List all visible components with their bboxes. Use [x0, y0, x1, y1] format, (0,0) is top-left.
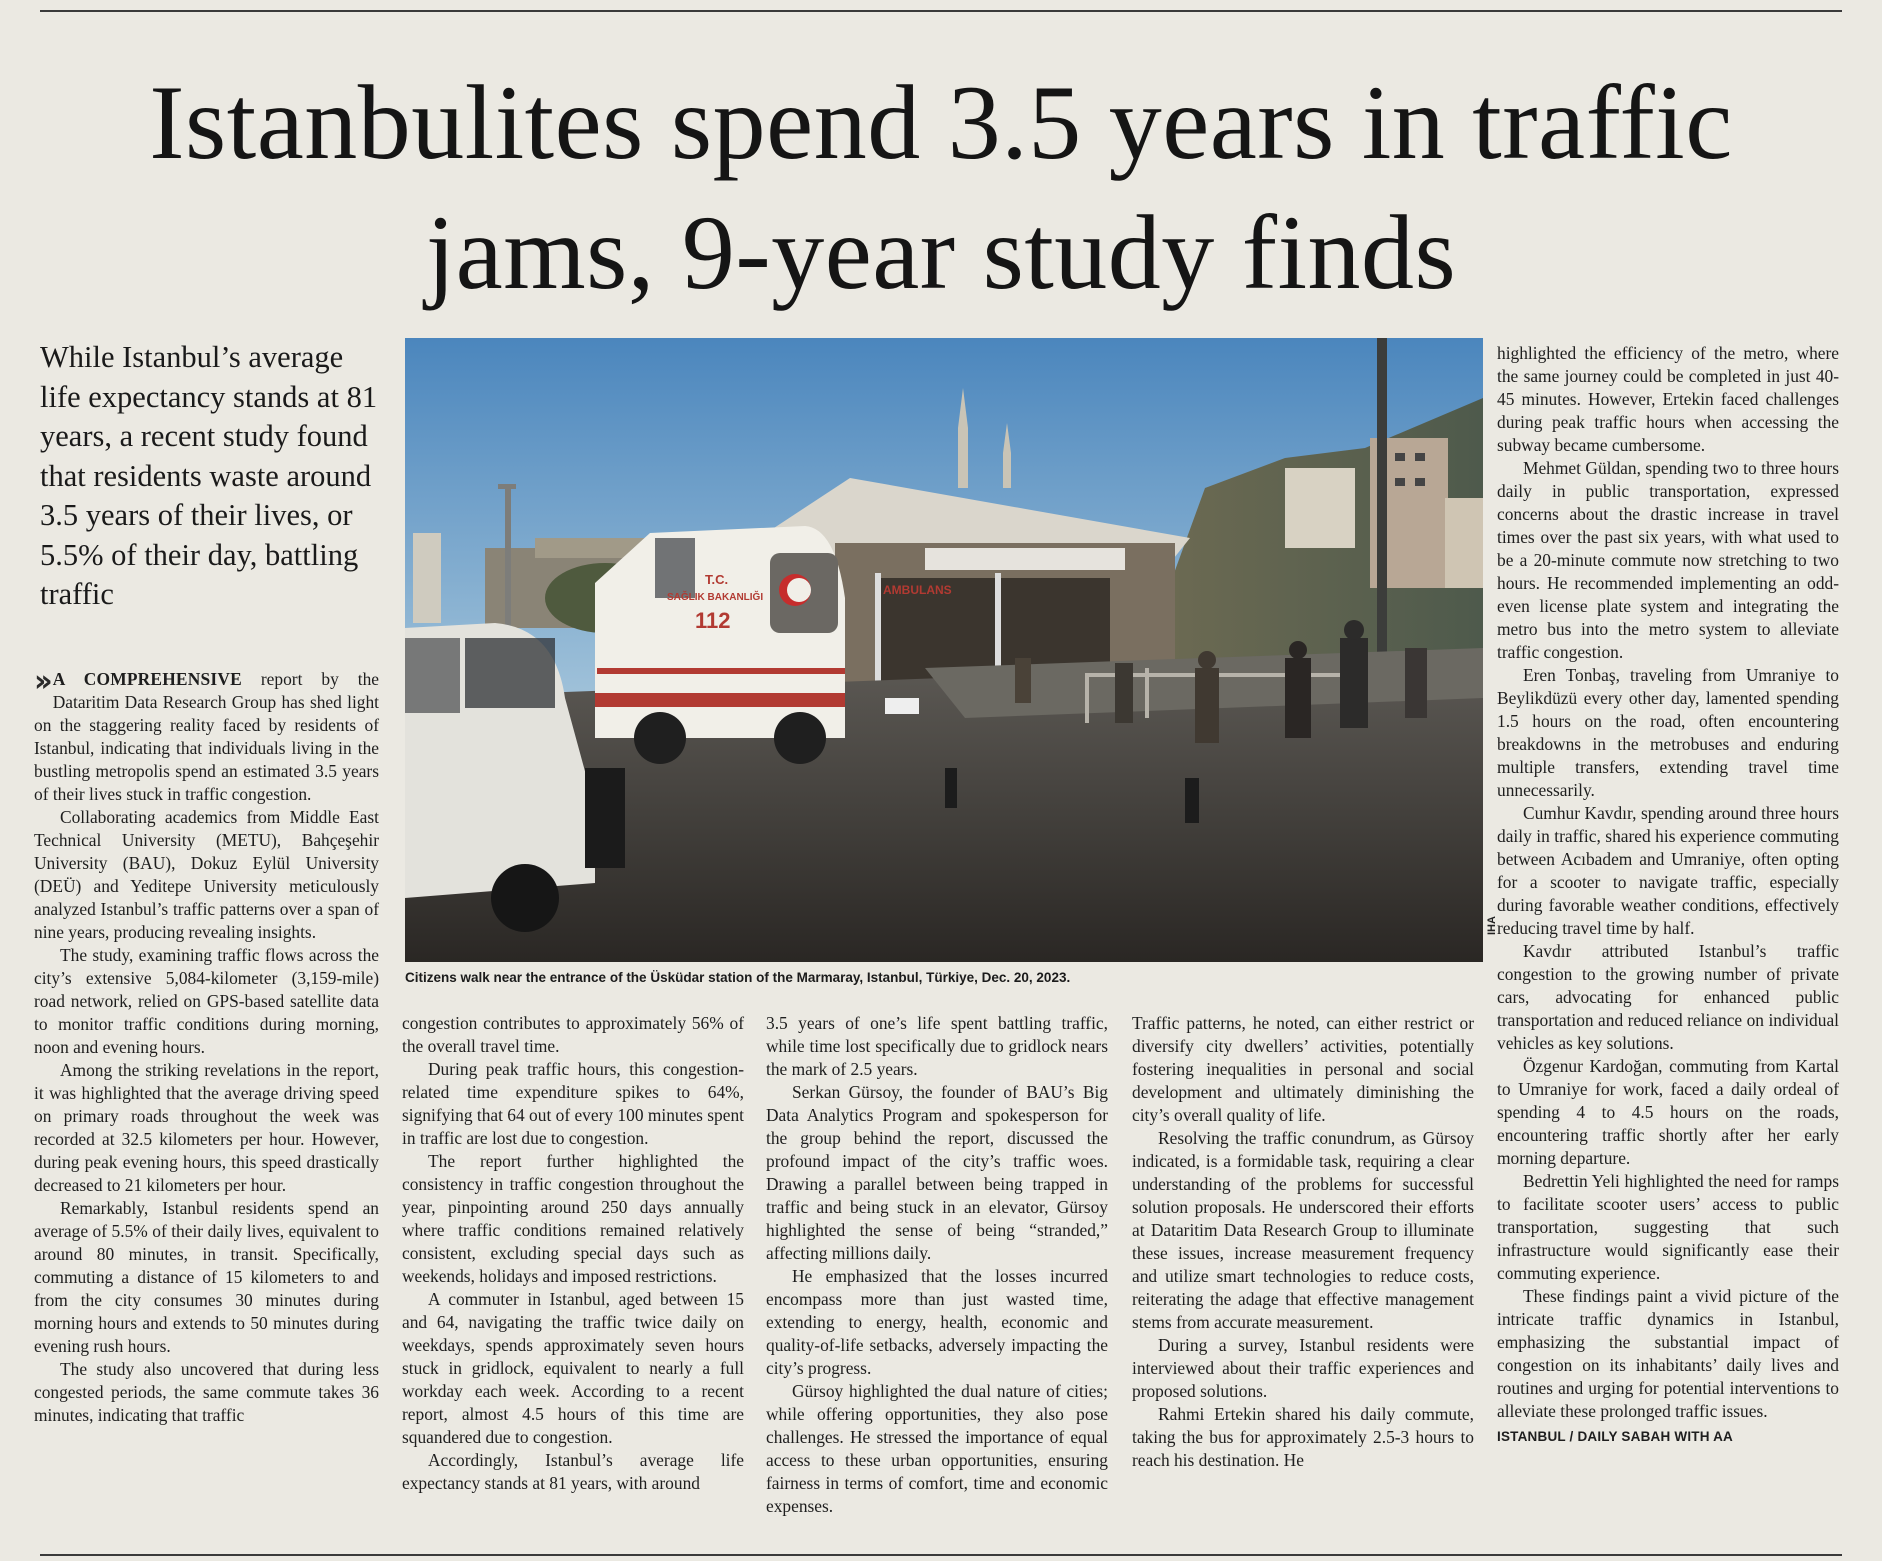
article-paragraph-19: Eren Tonbaş, traveling from Umraniye to Beylikdüzü every other day, lamented spending 1.5 hours on the road, often encountering breakdowns in the metrobuses and enduring multiple transfers, extending travel time unnecessarily.: [1497, 665, 1839, 800]
article-paragraph-1: [34, 664, 380, 806]
article-paragraph-2: Collaborating academics from Middle East Technical University (METU), Bahçeşehir University (BAU), Dokuz Eylül University (DEÜ) and Yeditepe University meticulously analyzed Istanbul’s traffic patterns over a span of nine years, producing revealing insights.: [34, 807, 379, 942]
article-paragraph-4: Among the striking revelations in the report, it was highlighted that the average driving speed on primary roads throughout the week was recorded at 32.5 kilometers per hour. However, during peak evening hours, this speed drastically decreased to 21 kilometers per hour.: [34, 1060, 379, 1195]
article-paragraph-12: He emphasized that the losses incurred encompass more than just wasted time, extending to energy, health, economic and quality-of-life setbacks, adversely impacting the city’s progress.: [766, 1266, 1108, 1378]
photo-credit: IHA: [1486, 916, 1498, 935]
headline-line-1: Istanbulites spend 3.5 years in traffic: [149, 64, 1733, 181]
article-column-4: [1132, 1012, 1474, 1472]
article-paragraph-17a: Rahmi Ertekin shared his daily commute, taking the bus for approximately 2.5-3 hours to reach his destination. He: [1132, 1404, 1474, 1470]
article-column-3: [766, 1012, 1108, 1518]
article-byline: ISTANBUL / DAILY SABAH WITH AA: [1497, 1429, 1734, 1444]
article-paragraph-15: Resolving the traffic conundrum, as Gürsoy indicated, is a formidable task, requiring a clear understanding of the problems for successful solution proposals. He underscored their efforts at Dataritim Data Research Group to illuminate these issues, increase measurement frequency and utilize smart technologies to reduce costs, reiterating the adage that effective management stems from accurate measurement.: [1132, 1128, 1474, 1332]
article-paragraph-3: The study, examining traffic flows across the city’s extensive 5,084-kilometer (3,159-mile) road network, relied on GPS-based satellite data to monitor traffic conditions during morning, noon and evening hours.: [34, 945, 379, 1057]
paragraph-1-text: report by the Dataritim Data Research Group has shed light on the staggering reality faced by residents of Istanbul, indicating that individuals living in the bustling metropolis spend an estimated 3.5 years of their lives stuck in traffic congestion.: [34, 669, 380, 804]
ambulance-label-text: AMBULANS: [883, 583, 952, 597]
article-paragraph-18: Mehmet Güldan, spending two to three hours daily in public transportation, expressed concerns about the drastic increase in travel times over the past six years, with what used to be a 20-minute commute now stretching to two hours. He recommended implementing an odd-even license plate system and integrating the metro bus into the metro system to alleviate traffic congestion.: [1497, 458, 1839, 662]
article-paragraph-6b: congestion contributes to approximately 56% of the overall travel time.: [402, 1013, 744, 1056]
headline-line-2: jams, 9-year study finds: [425, 194, 1457, 311]
article-paragraph-16: During a survey, Istanbul residents were interviewed about their traffic experiences and proposed solutions.: [1132, 1335, 1474, 1401]
ambulance-ministry-text: SAĞLIK BAKANLIĞI: [667, 592, 764, 603]
article-paragraph-23: Bedrettin Yeli highlighted the need for ramps to facilitate scooter users’ access to public transportation, suggesting that such infrastructure would significantly ease their commuting experience.: [1497, 1171, 1839, 1283]
photo-caption: Citizens walk near the entrance of the Üsküdar station of the Marmaray, Istanbul, Türkiye, Dec. 20, 2023.: [405, 970, 1071, 985]
news-photo: [405, 338, 1483, 962]
article-paragraph-14: Traffic patterns, he noted, can either restrict or diversify city dwellers’ activities, potentially fostering inequalities in personal and social development and ultimately diminishing the city’s overall quality of life.: [1132, 1013, 1474, 1125]
article-paragraph-7: During peak traffic hours, this congestion-related time expenditure spikes to 64%, signifying that 64 out of every 100 minutes spent in traffic are lost due to congestion.: [402, 1059, 744, 1148]
article-column-1: [34, 664, 380, 1427]
article-paragraph-20: Cumhur Kavdır, spending around three hours daily in traffic, shared his experience commuting between Acıbadem and Umraniye, often opting for a scooter to navigate traffic, especially during favorable weather conditions, effectively reducing travel time by half.: [1497, 803, 1839, 938]
lead-caps: A COMPREHENSIVE: [52, 669, 242, 689]
article-paragraph-6a: The study also uncovered that during less congested periods, the same commute takes 36 minutes, indicating that traffic: [34, 1359, 379, 1425]
article-column-5: [1497, 342, 1839, 1448]
lead-chevron-icon: ››: [34, 664, 47, 699]
article-paragraph-17b: highlighted the efficiency of the metro, where the same journey could be completed in just 40-45 minutes. However, Ertekin faced challenges during peak traffic hours when accessing the subway became cumbersome.: [1497, 343, 1839, 455]
article-paragraph-21: Kavdır attributed Istanbul’s traffic congestion to the growing number of private cars, advocating for enhanced public transportation and reduced reliance on individual vehicles as key solutions.: [1497, 941, 1839, 1053]
article-paragraph-13: Gürsoy highlighted the dual nature of cities; while offering opportunities, they also pose challenges. He stressed the importance of equal access to these urban opportunities, ensuring fairness in terms of comfort, time and economic expenses.: [766, 1381, 1108, 1516]
deck-subheadline: While Istanbul’s average life expectancy stands at 81 years, a recent study found that residents waste around 3.5 years of their lives, or 5.5% of their day, battling traffic: [40, 340, 378, 611]
top-rule: [40, 10, 1842, 12]
article-paragraph-5: Remarkably, Istanbul residents spend an average of 5.5% of their daily lives, equivalent to around 80 minutes, in transit. Specifically, commuting a distance of 15 kilometers to and from the city consumes 30 minutes during morning hours and extends to 50 minutes during evening rush hours.: [34, 1198, 379, 1356]
ambulance-number-text: 112: [695, 608, 731, 633]
ambulance-tc-text: T.C.: [705, 572, 729, 587]
article-paragraph-11: Serkan Gürsoy, the founder of BAU’s Big Data Analytics Program and spokesperson for the group behind the report, discussed the profound impact of the city’s traffic woes. Drawing a parallel between being trapped in traffic and being stuck in an elevator, Gürsoy highlighted the sense of being “stranded,” affecting millions daily.: [766, 1082, 1108, 1263]
article-paragraph-8: The report further highlighted the consistency in traffic congestion throughout the year, pinpointing around 250 days annually where traffic conditions remained relatively consistent, excluding special days such as weekends, holidays and imposed restrictions.: [402, 1151, 744, 1286]
article-column-2: [402, 1012, 744, 1495]
article-paragraph-9: A commuter in Istanbul, aged between 15 and 64, navigating the traffic twice daily on weekdays, spends approximately seven hours stuck in gridlock, equivalent to nearly a full workday each week. According to a recent report, almost 4.5 hours of this time are squandered due to congestion.: [402, 1289, 744, 1447]
article-paragraph-10a: Accordingly, Istanbul’s average life expectancy stands at 81 years, with around: [402, 1450, 744, 1493]
bottom-rule: [40, 1554, 1842, 1556]
article-paragraph-24: These findings paint a vivid picture of the intricate traffic dynamics in Istanbul, emphasizing the substantial impact of congestion on its inhabitants’ daily lives and routines and urging for potential interventions to alleviate these prolonged traffic issues.: [1497, 1286, 1839, 1421]
article-paragraph-10b: 3.5 years of one’s life spent battling traffic, while time lost specifically due to gridlock nears the mark of 2.5 years.: [766, 1013, 1108, 1079]
article-paragraph-22: Özgenur Kardoğan, commuting from Kartal to Umraniye for work, faced a daily ordeal of spending 4 to 4.5 hours on the roads, encountering traffic shortly after her early morning departure.: [1497, 1056, 1839, 1168]
headline: [30, 58, 1852, 318]
